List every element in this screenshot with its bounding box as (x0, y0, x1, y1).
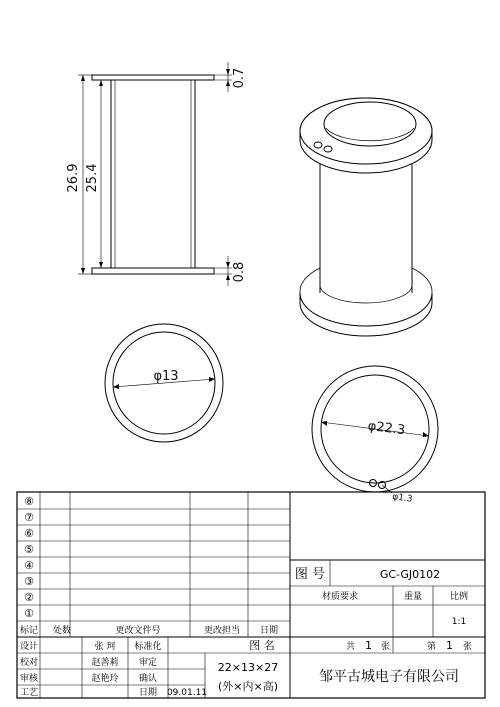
drawing-name-label: 图 名 (249, 639, 275, 652)
revision-count-label: 处数 (52, 626, 72, 636)
company-name: 邹平古城电子有限公司 (319, 669, 459, 685)
revision-row-4: ④ (24, 559, 34, 572)
revision-row-3: ③ (24, 575, 34, 588)
part-name-line1: 22×13×27 (217, 661, 279, 674)
revision-mark-label: 标记 (19, 626, 39, 636)
design-label: 设计 (19, 642, 39, 652)
revision-row-2: ② (24, 591, 34, 604)
standard-label: 标准化 (134, 642, 162, 652)
bottom-flange (92, 268, 214, 274)
sheet-unit: 张 (463, 642, 473, 652)
dim-top-flange: 0.7 (232, 67, 247, 89)
dim-inner-diameter: φ13 (153, 369, 179, 384)
total-unit: 张 (381, 642, 391, 652)
confirm-label: 确认 (138, 674, 158, 684)
revision-doc-label: 更改文件号 (115, 626, 161, 636)
dim-flange-diameter: φ22.3 (366, 418, 406, 439)
revision-row-5: ⑤ (24, 543, 34, 556)
design-name: 张 珂 (94, 642, 116, 652)
scale-value: 1:1 (451, 617, 467, 627)
drawing-no-label: 图 号 (294, 567, 326, 582)
front-view (92, 75, 214, 274)
revision-row-6: ⑥ (24, 527, 34, 540)
top-flange (92, 75, 214, 80)
dim-bottom-flange: 0.8 (232, 261, 247, 283)
front-dimensions (78, 62, 232, 286)
revision-row-1: ① (24, 607, 34, 620)
total-label: 共 (346, 642, 356, 652)
scale-label: 比例 (449, 592, 469, 602)
revision-date-label: 日期 (259, 626, 279, 636)
dim-hole-diameter: φ1.3 (391, 492, 414, 505)
sheet-value: 1 (446, 639, 453, 652)
isometric-view (300, 98, 432, 336)
iso-top-opening (324, 102, 416, 146)
dim-overall-height: 26.9 (66, 163, 81, 193)
revision-person-label: 更改担当 (203, 626, 241, 636)
check-name: 赵善莉 (91, 658, 119, 668)
dim-tube-height: 25.4 (85, 163, 100, 193)
audit-label: 审核 (19, 674, 39, 684)
date-value: 09.01.11 (166, 688, 208, 698)
revision-row-7: ⑦ (24, 511, 34, 524)
total-value: 1 (365, 639, 372, 652)
weight-label: 重量 (403, 592, 423, 602)
iso-bottom-flange-front (300, 303, 432, 336)
material-label: 材质要求 (321, 592, 359, 602)
approve-label: 审定 (138, 658, 158, 668)
check-label: 校对 (19, 658, 39, 668)
sheet-label: 第 (427, 642, 437, 652)
drawing-no: GC-GJ0102 (379, 568, 441, 581)
revision-row-8: ⑧ (24, 495, 34, 508)
audit-name: 赵艳玲 (91, 674, 119, 684)
date-label: 日期 (138, 688, 158, 698)
process-label: 工艺 (19, 688, 39, 698)
part-name-line2: (外×内×高) (217, 680, 279, 693)
